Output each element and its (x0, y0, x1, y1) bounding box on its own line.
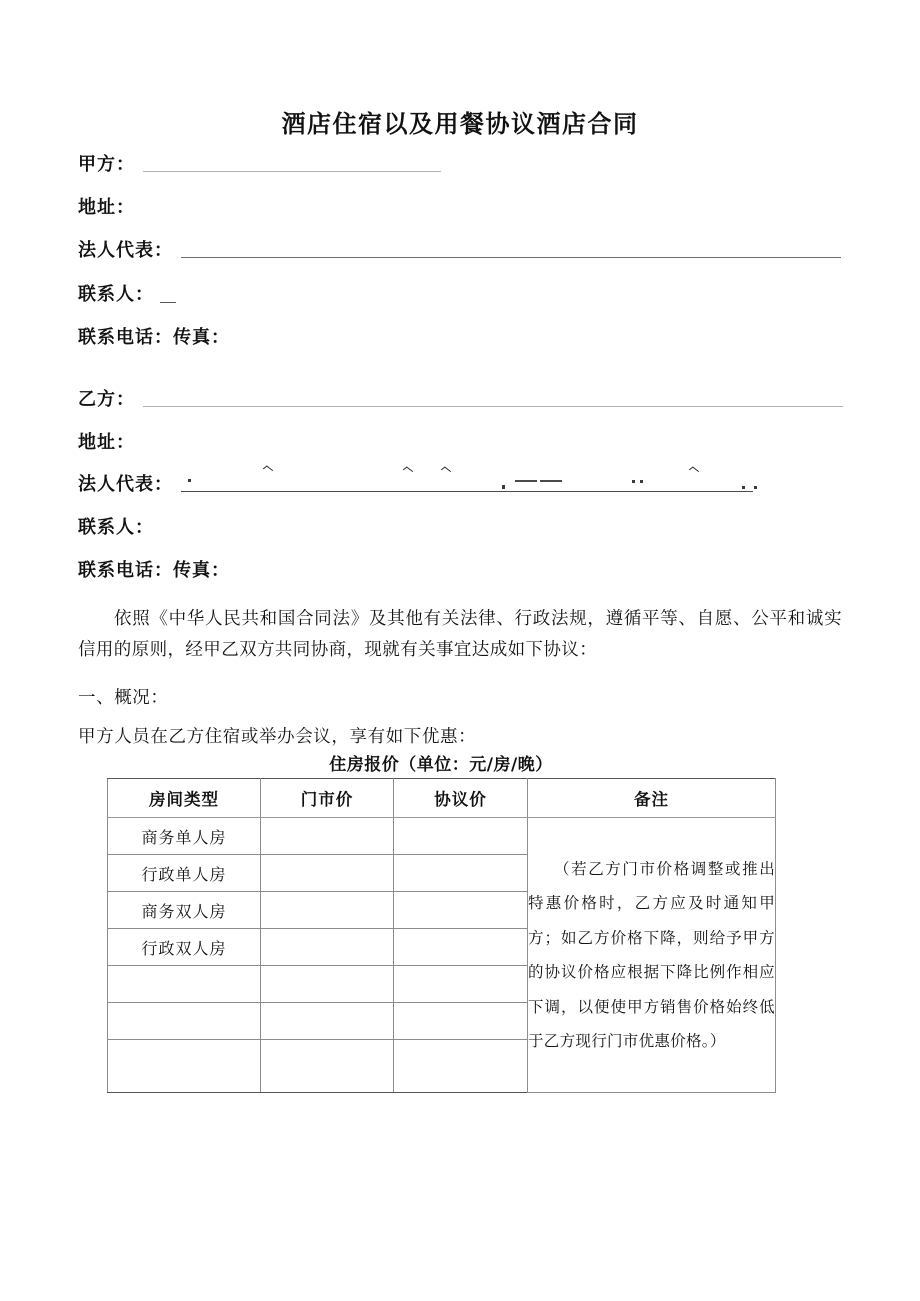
party-b-legal-rep-rule[interactable] (181, 491, 753, 492)
party-a-name-rule[interactable] (143, 171, 441, 172)
cell-rack-rate[interactable] (261, 892, 394, 929)
party-b-contact-label: 联系人： (78, 517, 154, 538)
cell-rack-rate[interactable] (261, 1040, 394, 1093)
header-remark: 备注 (528, 779, 776, 818)
cell-rack-rate[interactable] (261, 929, 394, 966)
party-b-name-rule[interactable] (143, 406, 843, 407)
section-one-intro: 甲方人员在乙方住宿或举办会议，享有如下优惠： (78, 727, 477, 747)
cell-rack-rate[interactable] (261, 1003, 394, 1040)
header-rack-rate: 门市价 (261, 779, 394, 818)
party-a-legal-rep-rule[interactable] (181, 257, 841, 258)
cell-rack-rate[interactable] (261, 855, 394, 892)
preamble-paragraph: 依照《中华人民共和国合同法》及其他有关法律、行政法规，遵循平等、自愿、公平和诚实信用的原则，经甲乙双方共同协商，现就有关事宜达成如下协议： (78, 609, 842, 660)
party-b-phone-fax-label: 联系电话：传真： (78, 560, 230, 581)
cell-agreed-rate[interactable] (394, 855, 528, 892)
party-a-contact-field (78, 280, 176, 306)
party-b-legal-rep-label: 法人代表： (78, 474, 173, 495)
cell-room-type[interactable] (108, 1003, 261, 1040)
party-b-legal-rep-field (78, 470, 753, 496)
cell-agreed-rate[interactable] (394, 966, 528, 1003)
party-a-contact-rule[interactable] (160, 302, 176, 303)
price-table-caption: 住房报价（单位：元/房/晚） (329, 755, 553, 775)
party-b-name-label: 乙方： (78, 389, 135, 410)
price-table-header-row (108, 779, 776, 818)
party-a-address-field (78, 193, 135, 219)
party-b-address-field (78, 428, 135, 454)
cell-room-type[interactable]: 商务双人房 (108, 892, 261, 929)
table-row (108, 818, 776, 855)
party-b-contact-field (78, 513, 154, 539)
cell-rack-rate[interactable] (261, 818, 394, 855)
cell-room-type[interactable]: 商务单人房 (108, 818, 261, 855)
cell-rack-rate[interactable] (261, 966, 394, 1003)
cell-agreed-rate[interactable] (394, 892, 528, 929)
page-title: 酒店住宿以及用餐协议酒店合同 (281, 110, 639, 138)
cell-remark[interactable]: （若乙方门市价格调整或推出特惠价格时，乙方应及时通知甲方；如乙方价格下降，则给予甲方的协议价格应根据下降比例作相应下调，以便使甲方销售价格始终低于乙方现行门市优惠价格。） (528, 818, 776, 1093)
cell-agreed-rate[interactable] (394, 1040, 528, 1093)
party-b-name-field (78, 385, 843, 411)
party-a-legal-rep-field (78, 236, 841, 262)
cell-room-type[interactable] (108, 1040, 261, 1093)
party-a-contact-label: 联系人： (78, 284, 154, 305)
party-b-phone-fax-field (78, 556, 230, 582)
party-a-name-label: 甲方： (78, 154, 135, 175)
party-b-address-label: 地址： (78, 432, 135, 453)
header-agreed-rate: 协议价 (394, 779, 528, 818)
party-a-phone-fax-field (78, 323, 230, 349)
party-a-legal-rep-label: 法人代表： (78, 240, 173, 261)
cell-agreed-rate[interactable] (394, 929, 528, 966)
section-one-heading: 一、概况： (78, 688, 169, 708)
header-room-type: 房间类型 (108, 779, 261, 818)
cell-room-type[interactable] (108, 966, 261, 1003)
party-a-name-field (78, 150, 441, 176)
cell-room-type[interactable]: 行政双人房 (108, 929, 261, 966)
party-a-address-label: 地址： (78, 197, 135, 218)
cell-agreed-rate[interactable] (394, 1003, 528, 1040)
party-a-phone-fax-label: 联系电话：传真： (78, 327, 230, 348)
cell-agreed-rate[interactable] (394, 818, 528, 855)
cell-room-type[interactable]: 行政单人房 (108, 855, 261, 892)
price-table (107, 778, 776, 1093)
